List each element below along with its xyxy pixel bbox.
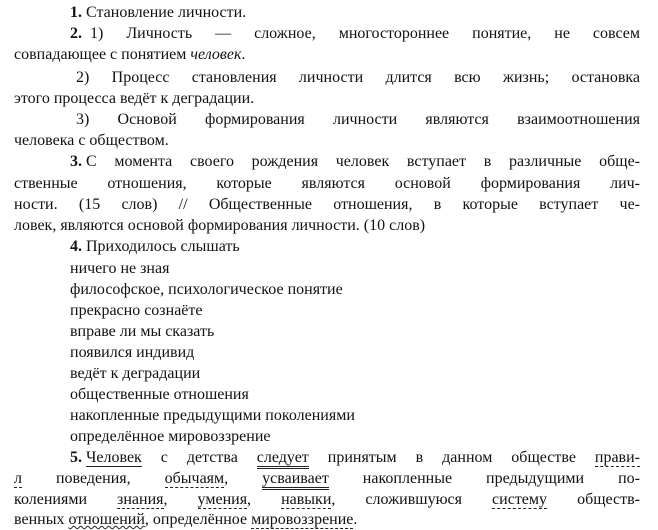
italic-word-chelovek: человек [190,46,242,63]
section-2-text-2: совпадающее с понятием [14,46,191,63]
section-4-title-text: Приходилось слышать [86,238,240,255]
section-2-line-2 [14,45,245,65]
word-object: систему [492,491,548,508]
section-5-line-4 [14,510,357,530]
section-number: 2. [70,25,82,42]
word-object: навыки [281,491,332,508]
word-object-end: л [14,470,22,487]
text-fragment: , [247,491,282,508]
section-2-point-2-line-2: этого процесса ведёт к деградации. [14,90,255,107]
list-item: ничего не зная [70,260,170,277]
section-number: 3. [70,153,82,170]
section-2-point-3-line-1: 3) Основой формирования личности являются взаимоотношения [76,111,640,128]
text-fragment: колениями [14,491,118,508]
section-2-line-1 [14,24,640,44]
list-item: ведёт к деградации [70,365,201,382]
word-object: знания [117,491,164,508]
section-number: 5. [70,449,82,466]
list-item: появился индивид [70,344,195,361]
list-item: философское, психологическое понятие [70,281,343,298]
section-1-text: Становление личности. [86,4,247,21]
section-5-line-2 [14,469,640,489]
text-fragment: , [224,470,263,487]
text-fragment: обществ- [547,491,640,508]
section-number: 1. [70,4,82,21]
text-fragment: . [353,511,358,528]
text-fragment: , [163,491,198,508]
word-object: умения [197,491,248,508]
text-fragment: с детства [141,449,257,466]
word-object: обычаям [164,470,225,487]
text-fragment: накопленные предыдущими по- [328,470,640,487]
list-item: прекрасно сознаёте [70,302,203,319]
word-subject: Человек [86,449,142,466]
section-3-line-4: ловек, являются основой формирования личности. (10 слов) [14,217,426,234]
word-attribute: отношений [68,511,145,528]
list-item: определённое мировоззрение [70,428,271,445]
section-3-line-1 [70,152,640,172]
section-3-line-2: ственные отношения, которые являются основой формирования лич- [14,175,640,192]
section-3-text-1: С момента своего рождения человек вступает в различные обще- [86,153,640,170]
word-object: мировоззрение [251,511,354,528]
list-item: накопленные предыдущими поколениями [70,407,355,424]
section-2-point-3-line-2: человека с обществом. [14,132,169,149]
list-item: общественные отношения [70,386,249,403]
word-predicate: усваивает [262,470,329,490]
section-2-text-1: 1) Личность — сложное, многостороннее понятие, не совсем [90,25,640,42]
text-fragment: , определённое [144,511,252,528]
section-number: 4. [70,238,82,255]
section-1 [70,3,246,23]
section-4-title [70,237,240,257]
section-5-line-1 [70,448,640,468]
word-object: прави- [594,449,640,466]
text-fragment: принятым в данном обществе [308,449,595,466]
period: . [241,46,246,63]
word-predicate: следует [257,449,309,469]
text-fragment: венных [14,511,69,528]
section-2-point-2-line-1: 2) Процесс становления личности длится всю жизнь; остановка [76,69,640,86]
list-item: вправе ли мы сказать [70,323,215,340]
text-fragment: поведения, [21,470,165,487]
section-5-line-3 [14,490,640,510]
text-fragment: , сложившуюся [331,491,493,508]
section-3-line-3: ности. (15 слов) // Общественные отношения, в которые вступает че- [14,196,640,213]
